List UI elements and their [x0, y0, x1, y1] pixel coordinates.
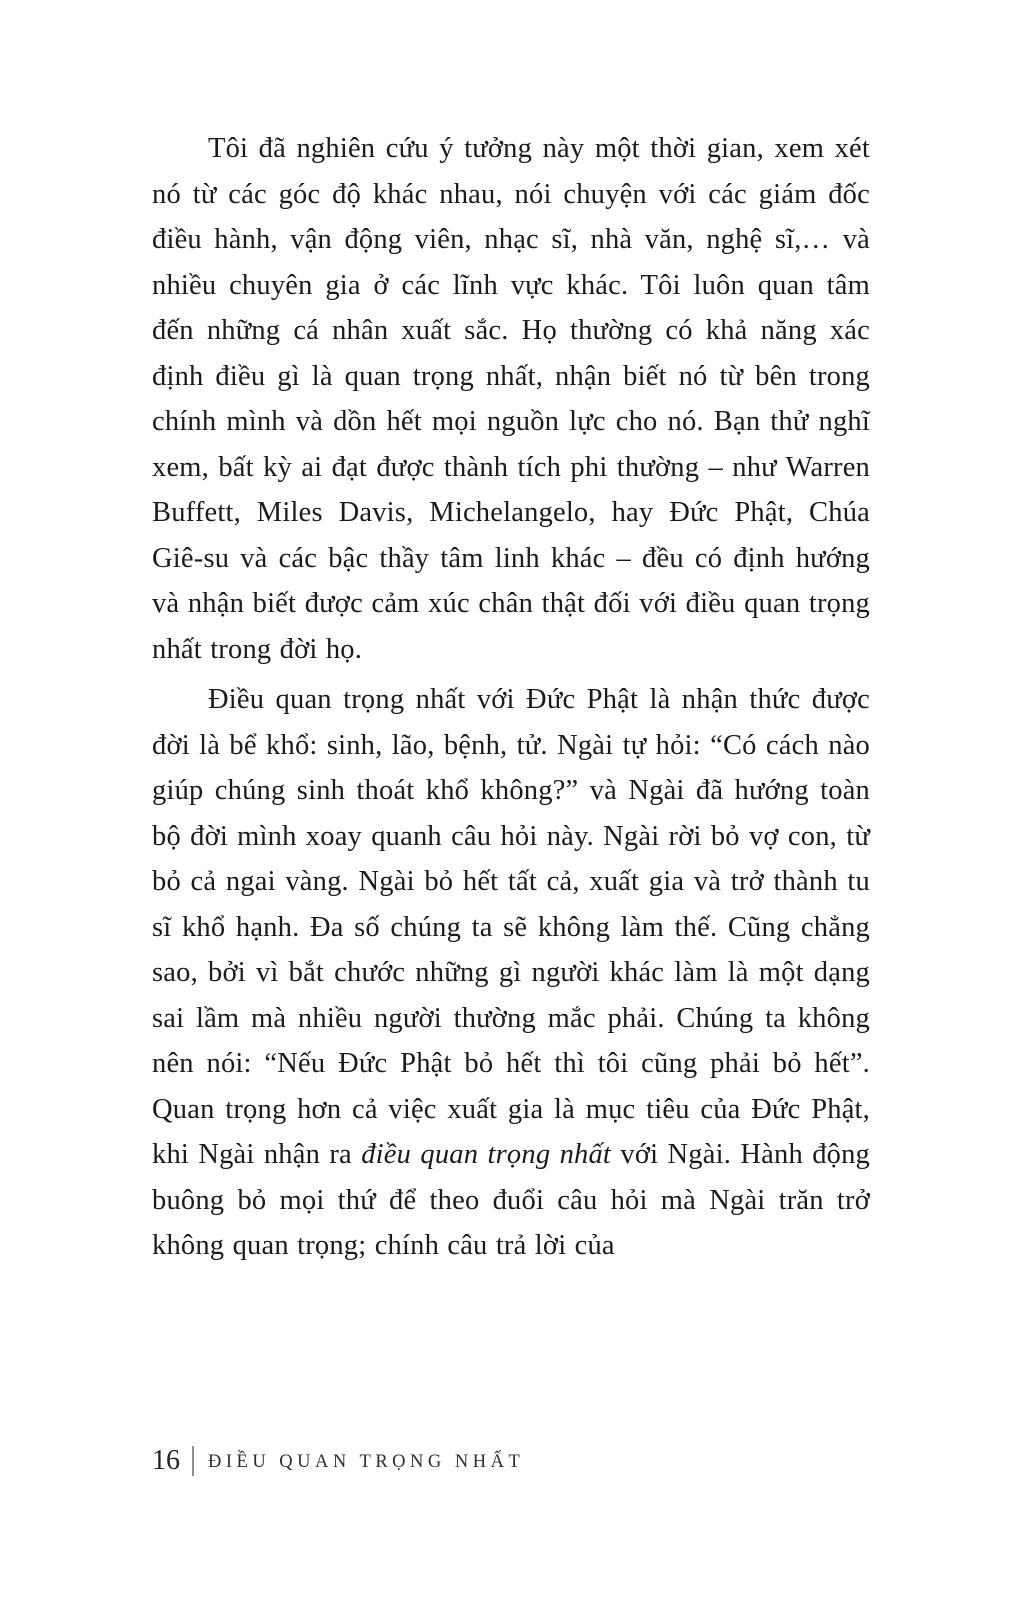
paragraph-2-italic-phrase: điều quan trọng nhất: [361, 1139, 612, 1170]
footer-divider: [192, 1446, 194, 1476]
paragraph-1: Tôi đã nghiên cứu ý tưởng này một thời gian, xem xét nó từ các góc độ khác nhau, nói chuyện với các giám đốc điều hành, vận động viên, nhạc sĩ, nhà văn, nghệ sĩ,… và nhiều chuyên gia ở các lĩnh vực khác. Tôi luôn quan tâm đến những cá nhân xuất sắc. Họ thường có khả năng xác định điều gì là quan trọng nhất, nhận biết nó từ bên trong chính mình và dồn hết mọi nguồn lực cho nó. Bạn thử nghĩ xem, bất kỳ ai đạt được thành tích phi thường – như Warren Buffett, Miles Davis, Michelangelo, hay Đức Phật, Chúa Giê-su và các bậc thầy tâm linh khác – đều có định hướng và nhận biết được cảm xúc chân thật đối với điều quan trọng nhất trong đời họ.: [152, 133, 870, 665]
paragraph-2: [152, 677, 870, 1269]
page-footer: [152, 1444, 524, 1478]
paragraph-2-text-before: Điều quan trọng nhất với Đức Phật là nhận thức được đời là bể khổ: sinh, lão, bệnh, tử. Ngài tự hỏi: “Có cách nào giúp chúng sinh thoát khổ không?” và Ngài đã hướng toàn bộ đời mình xoay quanh câu hỏi này. Ngài rời bỏ vợ con, từ bỏ cả ngai vàng. Ngài bỏ hết tất cả, xuất gia và trở thành tu sĩ khổ hạnh. Đa số chúng ta sẽ không làm thế. Cũng chẳng sao, bởi vì bắt chước những gì người khác làm là một dạng sai lầm mà nhiều người thường mắc phải. Chúng ta không nên nói: “Nếu Đức Phật bỏ hết thì tôi cũng phải bỏ hết”. Quan trọng hơn cả việc xuất gia là mục tiêu của Đức Phật, khi Ngài nhận ra: [152, 684, 870, 1170]
paragraph-2-text-after: với Ngài. Hành động buông bỏ mọi thứ để theo đuổi câu hỏi mà Ngài trăn trở không quan trọng; chính câu trả lời của: [152, 1139, 871, 1261]
page-number: 16: [152, 1445, 180, 1476]
book-title: ĐIỀU QUAN TRỌNG NHẤT: [208, 1452, 525, 1472]
book-page-text-block: [152, 126, 870, 1269]
